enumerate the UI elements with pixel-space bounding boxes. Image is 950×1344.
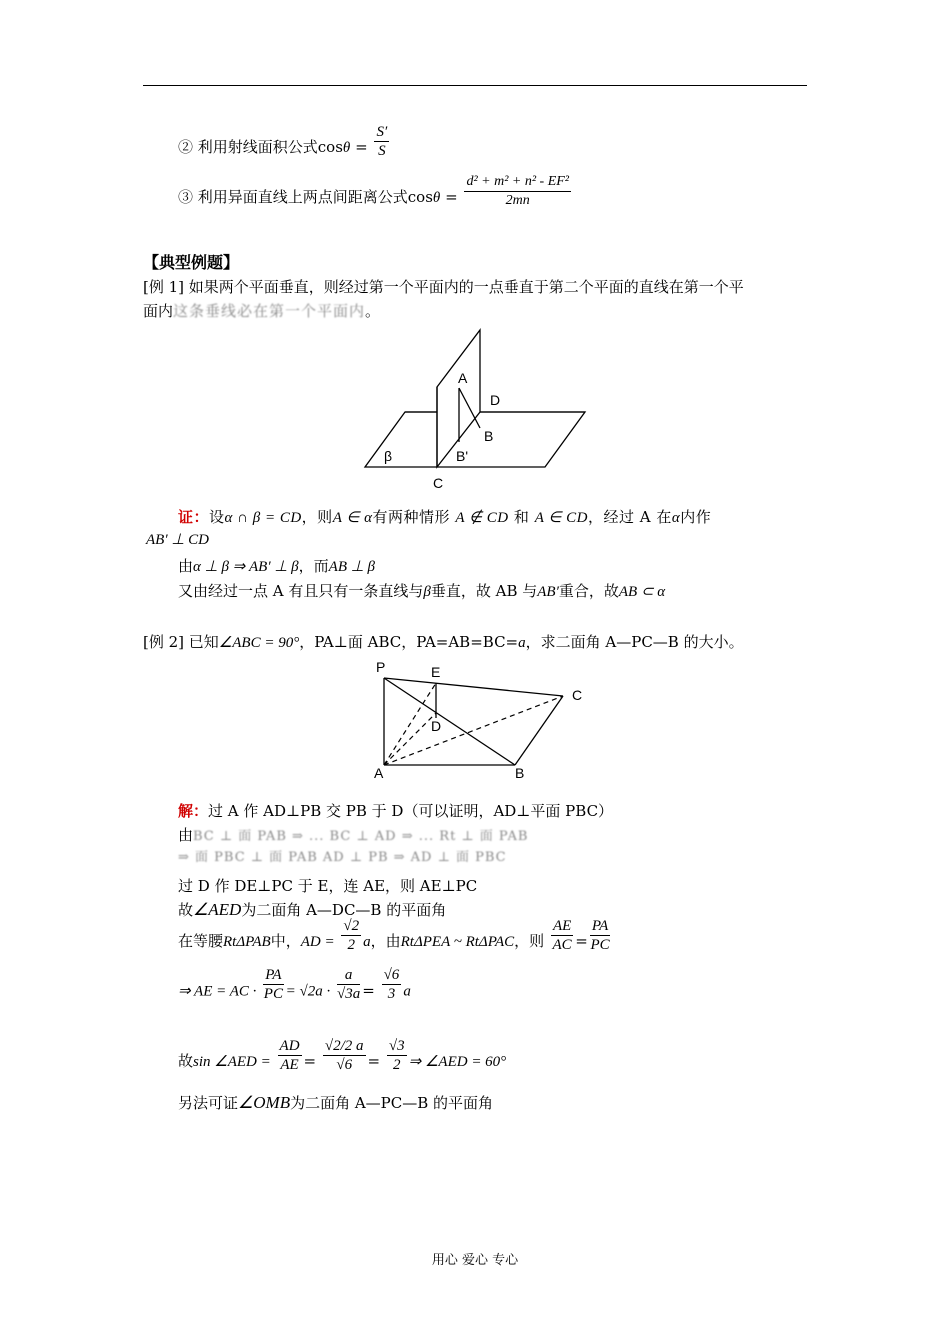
label-E: E: [431, 664, 441, 680]
ex1-blurred-answer: 这条垂线必在第一个平面内: [173, 302, 366, 320]
ex2-figure: [370, 658, 595, 783]
plane-beta: [365, 412, 585, 467]
formula-3-fraction: $\frac{\text{d² + m² + n² - EF²}}{2mn}$: [466, 173, 569, 208]
formula-2: ② 利用射线面积公式cosθ = $\frac{S'}{S}$: [178, 123, 388, 159]
ex2-statement: [例 2] 已知∠ABC = 90°，PA⊥面 ABC，PA=AB=BC=a，求二面角 A—PC—B 的大小。: [143, 633, 744, 651]
label-A: A: [374, 765, 384, 781]
edge-BC: [515, 696, 563, 765]
edge-AD: [384, 713, 436, 765]
ex1-proof-line1: 证：设α ∩ β = CD，则A ∈ α有两种情形 A ∉ CD 和 A ∈ CD，经过 A 在α内作: [178, 508, 712, 526]
ex1-figure: [360, 325, 595, 495]
label-C: C: [572, 687, 583, 703]
ex2-sol-line1: 解：过 A 作 AD⊥PB 交 PB 于 D（可以证明，AD⊥平面 PBC）: [178, 802, 614, 820]
page-footer: 用心 爱心 专心: [431, 1253, 519, 1268]
ex1-proof-line4: 又由经过一点 A 有且只有一条直线与β垂直，故 AB 与AB′重合，故AB ⊂ α: [178, 582, 666, 600]
ex1-proof-line2: AB′ ⊥ CD: [146, 532, 210, 548]
ex2-sol-line6: 在等腰RtΔPAB中，AD = $\frac{√2}{2}$ a，由RtΔPEA ~ RtΔPAC，则 $\frac{AE}{AC}$ = $\frac{PA}{PC}$: [178, 917, 610, 953]
label-D: D: [431, 718, 442, 734]
label-C: C: [433, 475, 444, 491]
label-P: P: [376, 659, 386, 675]
label-B-prime: B': [456, 448, 469, 464]
ex1-line2: 面内这条垂线必在第一个平面内。: [143, 302, 381, 320]
ex2-sol-line8: 故sin ∠AED = $\frac{AD}{AE}$ = $\frac{√2/2 a}{√6}$ = $\frac{√3}{2}$ ⇒ ∠AED = 60°: [178, 1037, 507, 1073]
label-A: A: [458, 370, 468, 386]
section-title: 【典型例题】: [143, 253, 240, 272]
ex1-line1: [例 1] 如果两个平面垂直，则经过第一个平面内的一点垂直于第二个平面的直线在第一个平: [143, 278, 744, 296]
ex2-sol-line5: 故∠AED为二面角 A—DC—B 的平面角: [178, 900, 447, 919]
edge-AC: [384, 696, 563, 765]
label-B: B: [484, 428, 494, 444]
formula-3-label: ③ 利用异面直线上两点间距离公式: [178, 188, 408, 206]
ex2-sol-line7: ⇒ AE = AC · $\frac{PA}{PC}$ = √2a · $\frac{a}{√3a}$ = $\frac{√6}{3}$ a: [178, 967, 411, 1002]
formula-2-label: ② 利用射线面积公式: [178, 138, 318, 156]
formula-3: ③ 利用异面直线上两点间距离公式cosθ = $\frac{\text{d² + m² + n² - EF²}}{2mn}$: [178, 173, 569, 208]
label-D: D: [490, 392, 501, 408]
header-rule: [143, 85, 807, 86]
ex2-sol-line2: 由BC ⊥ 面 PAB ⇒ ... BC ⊥ AD ⇒ ... Rt ⊥ 面 PAB: [178, 826, 529, 844]
ex2-sol-line9: 另法可证∠OMB为二面角 A—PC—B 的平面角: [178, 1093, 494, 1112]
edge-PC: [384, 678, 563, 696]
formula-2-cos: cos: [317, 138, 343, 156]
formula-2-fraction: $\frac{S'}{S}$: [376, 123, 388, 159]
ex2-sol-line3: ⇒ 面 PBC ⊥ 面 PAB AD ⊥ PB ⇒ AD ⊥ 面 PBC: [178, 850, 507, 865]
ex2-sol-line4: 过 D 作 DE⊥PC 于 E，连 AE，则 AE⊥PC: [178, 877, 478, 895]
label-beta: β: [384, 448, 393, 464]
ex1-proof-line3: 由α ⊥ β ⇒ AB′ ⊥ β，而AB ⊥ β: [178, 557, 376, 575]
label-B: B: [515, 765, 525, 781]
